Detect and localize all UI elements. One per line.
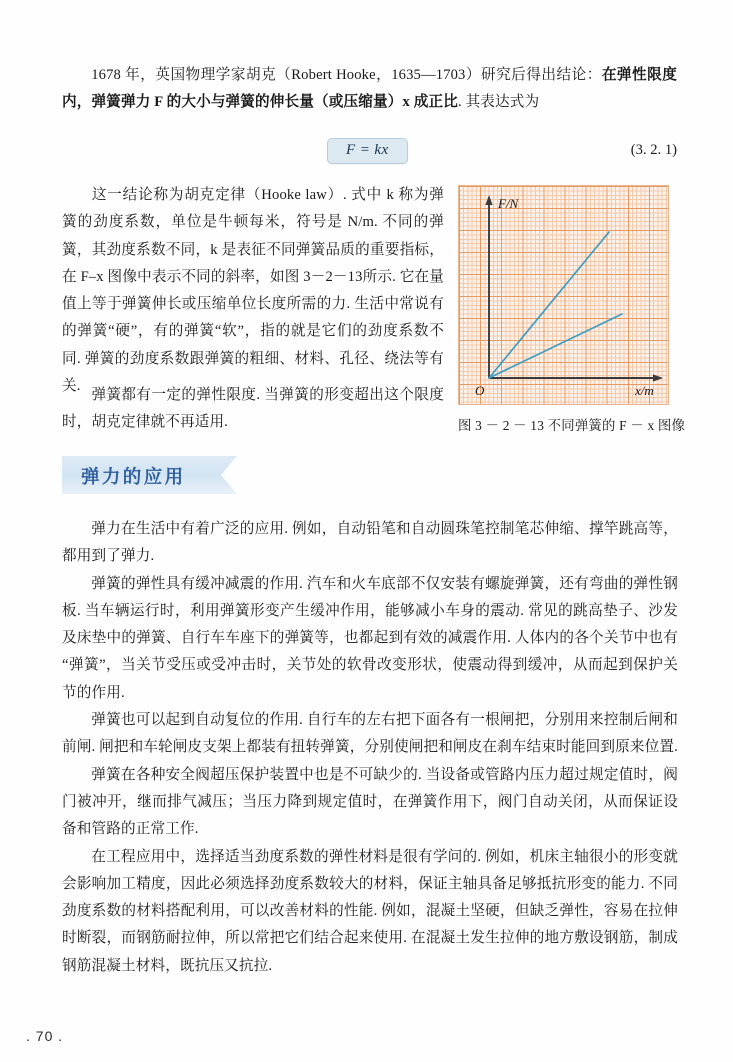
body-paragraph-text: 在工程应用中，选择适当劲度系数的弹性材料是很有学问的. 例如，机床主轴很小的形变就会影响加工精度，因此必须选择劲度系数较大的材料，保证主轴具备足够抵抗形变的能力. 不同劲度系数的材料搭配利用，可以改善材料的性能. 例如，混凝土坚硬，但缺乏弹性，容易在拉伸时断裂，而钢筋耐拉伸，所以常把它们结合起来使用. 在混凝土发生拉伸的地方敷设钢筋，制成钢筋混凝土材料，既抗压又抗拉.: [62, 848, 678, 974]
formula-box: F = kx: [327, 138, 408, 164]
left-para-2-text: 弹簧都有一定的弹性限度. 当弹簧的形变超出这个限度时，胡克定律就不再适用.: [62, 387, 444, 431]
x-axis: [489, 374, 663, 381]
intro-text-plain: 1678 年，英国物理学家胡克（Robert Hooke，1635—1703）研究后得出结论：: [91, 67, 602, 83]
x-axis-label: x/m: [635, 383, 654, 398]
page-number: . 70 .: [26, 1028, 64, 1044]
body-paragraph: [62, 516, 678, 571]
body-paragraph: [62, 707, 678, 762]
body-paragraph-text: 弹力在生活中有着广泛的应用. 例如，自动铅笔和自动圆珠笔控制笔芯伸缩、撑竿跳高等，都用到了弹力.: [62, 521, 678, 565]
formula-number: (3. 2. 1): [630, 142, 677, 158]
figure-block: [458, 185, 686, 434]
body-paragraph: [62, 571, 678, 707]
section-heading-text: 弹力的应用: [81, 466, 186, 487]
origin-label: O: [475, 383, 485, 398]
left-column-paragraph-1: [62, 182, 444, 400]
intro-paragraph: [62, 62, 677, 117]
intro-text-bold: 在弹性限度内，弹簧弹力 F 的大小与弹簧的伸长量（或压缩量）x 成正比: [62, 67, 677, 111]
section-heading-banner: [62, 456, 237, 494]
body-paragraph-text: 弹簧在各种安全阀超压保护装置中也是不可缺少的. 当设备或管路内压力超过规定值时，阀门被冲开，继而排气减压；当压力降到规定值时，在弹簧作用下，阀门自动关闭，从而保证设备和管路的正常工作.: [62, 766, 678, 838]
intro-text-tail: . 其表达式为: [457, 94, 540, 111]
body-paragraph-text: 弹簧的弹性具有缓冲减震的作用. 汽车和火车底部不仅安装有螺旋弹簧，还有弯曲的弹性钢板. 当车辆运行时，利用弹簧形变产生缓冲作用，能够减小车身的震动. 常见的跳高垫子、沙发及床垫中的弹簧、自行车车座下的弹簧等，也都起到有效的减震作用. 人体内的各个关节中也有“弹簧”，当关节受压或受冲击时，关节处的软骨改变形状，使震动得到缓冲，从而起到保护关节的作用.: [62, 575, 678, 701]
figure-caption: 图 3 － 2 － 13 不同弹簧的 F － x 图像: [458, 418, 686, 433]
spring-line-steep: [489, 232, 609, 378]
figure-grid-panel: [458, 185, 669, 405]
body-paragraphs: [62, 516, 678, 980]
body-paragraph: [62, 762, 678, 844]
formula-row: [62, 138, 677, 168]
fx-graph-svg: [459, 186, 670, 406]
body-paragraph-text: 弹簧也可以起到自动复位的作用. 自行车的左右把下面各有一根闸把，分别用来控制后闸和前闸. 闸把和车轮闸皮支架上都装有扭转弹簧，分别使闸把和闸皮在刹车结束时能回到原来位置.: [62, 712, 678, 756]
y-axis: [485, 195, 492, 378]
body-paragraph: [62, 844, 678, 980]
left-column-paragraph-2: [62, 382, 444, 437]
spring-line-shallow: [489, 314, 622, 378]
y-axis-label: F/N: [498, 196, 519, 211]
left-para-1-text: 这一结论称为胡克定律（Hooke law）. 式中 k 称为弹簧的劲度系数，单位是牛顿每米，符号是 N/m. 不同的弹簧，其劲度系数不同，k 是表征不同弹簧品质的重要指标，在 F–x 图像中表示不同的斜率，如图 3－2－13所示. 它在量值上等于弹簧伸长或压缩单位长度所需的力. 生活中常说有的弹簧“硬”，有的弹簧“软”，指的就是它们的劲度系数不同. 弹簧的劲度系数跟弹簧的粗细、材料、孔径、绕法等有关.: [62, 187, 444, 395]
